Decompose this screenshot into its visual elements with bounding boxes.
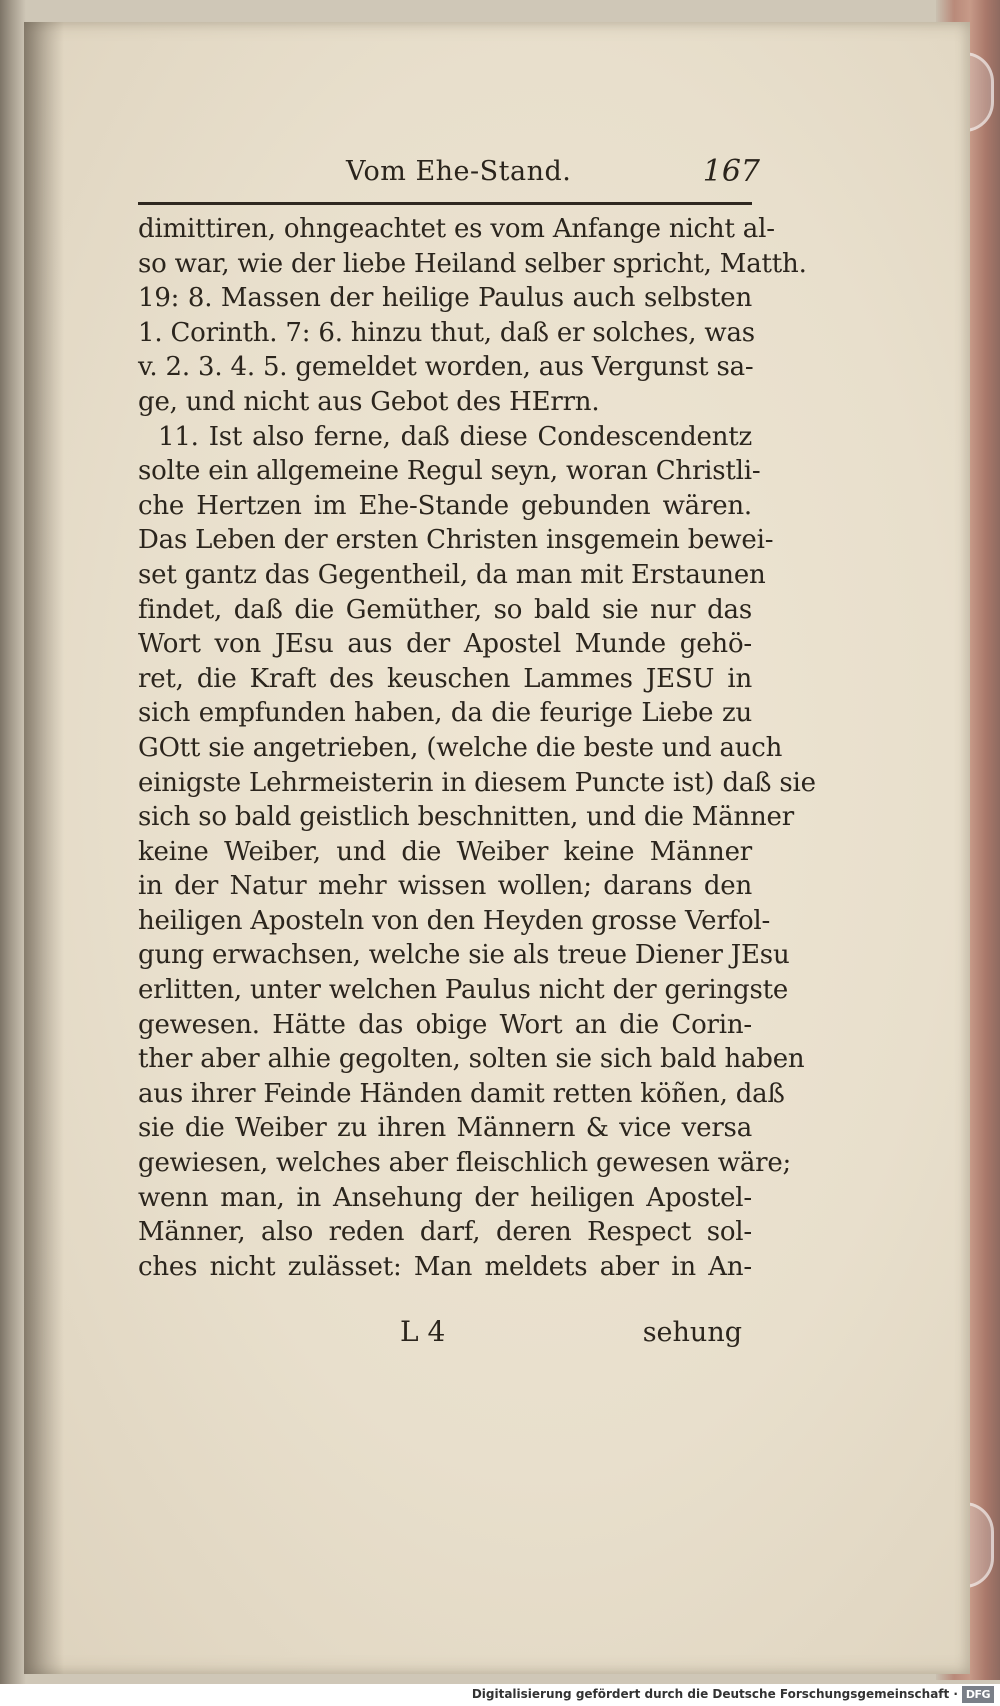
text-line: ther aber alhie gegolten, solten sie sich bald haben — [138, 1044, 805, 1075]
body-text — [138, 212, 816, 1284]
text-line: keine Weiber, und die Weiber keine Männer — [138, 836, 752, 867]
running-head-title: Vom Ehe-Stand. — [346, 156, 572, 187]
text-line: gewiesen, welches aber fleischlich gewesen wäre; — [138, 1148, 792, 1179]
text-line: GOtt sie angetrieben, (welche die beste und auch — [138, 732, 783, 763]
text-line: in der Natur mehr wissen wollen; darans den — [138, 871, 752, 902]
digitization-credit-bar — [0, 1684, 1000, 1706]
text-line: solte ein allgemeine Regul seyn, woran Christli- — [138, 456, 761, 487]
text-line: Wort von JEsu aus der Apostel Munde gehö- — [138, 629, 752, 660]
text-line: so war, wie der liebe Heiland selber spricht, Matth. — [138, 248, 807, 279]
paragraph-start-line: 11. Ist also ferne, daß diese Condescendentz — [158, 421, 752, 452]
page-number: 167 — [702, 154, 760, 189]
header-rule — [138, 202, 752, 205]
page-footer — [138, 1315, 752, 1359]
text-line: heiligen Aposteln von den Heyden grosse Verfol- — [138, 905, 771, 936]
text-line: ches nicht zulässet: Man meldets aber in An- — [138, 1251, 752, 1282]
text-line: gewesen. Hätte das obige Wort an die Corin- — [138, 1009, 752, 1040]
text-line: sie die Weiber zu ihren Männern & vice versa — [138, 1113, 752, 1144]
text-line: 19: 8. Massen der heilige Paulus auch selbsten — [138, 283, 752, 314]
text-line: dimittiren, ohngeachtet es vom Anfange nicht al- — [138, 214, 775, 244]
catchword: sehung — [642, 1317, 742, 1348]
text-line: Das Leben der ersten Christen insgemein bewei- — [138, 525, 774, 556]
digitization-credit: Digitalisierung gefördert durch die Deutsche Forschungsgemeinschaft · — [471, 1687, 958, 1701]
gutter-shadow — [24, 22, 64, 1674]
text-line: ret, die Kraft des keuschen Lammes JESU in — [138, 663, 752, 694]
dfg-logo: DFG — [962, 1686, 994, 1703]
text-line: set gantz das Gegentheil, da man mit Erstaunen — [138, 559, 766, 590]
text-line: ge, und nicht aus Gebot des HErrn. — [138, 386, 600, 417]
text-line: v. 2. 3. 4. 5. gemeldet worden, aus Vergunst sa- — [138, 352, 754, 383]
text-line: aus ihrer Feinde Händen damit retten köñen, daß — [138, 1078, 785, 1109]
text-line: 1. Corinth. 7: 6. hinzu thut, daß er solches, was — [138, 317, 755, 348]
signature-mark: L 4 — [400, 1315, 446, 1348]
text-line: Männer, also reden darf, deren Respect sol- — [138, 1217, 752, 1248]
running-head — [150, 152, 760, 196]
text-line: erlitten, unter welchen Paulus nicht der geringste — [138, 975, 789, 1006]
text-line: sich empfunden haben, da die feurige Liebe zu — [138, 698, 752, 729]
text-line: sich so bald geistlich beschnitten, und die Männer — [138, 802, 794, 833]
text-line: che Hertzen im Ehe-Stande gebunden wären. — [138, 490, 752, 521]
text-line: wenn man, in Ansehung der heiligen Apostel- — [138, 1182, 752, 1213]
text-line: findet, daß die Gemüther, so bald sie nur das — [138, 594, 752, 625]
text-line: einigste Lehrmeisterin in diesem Puncte ist) daß sie — [138, 767, 816, 798]
text-line: gung erwachsen, welche sie als treue Diener JEsu — [138, 940, 790, 971]
